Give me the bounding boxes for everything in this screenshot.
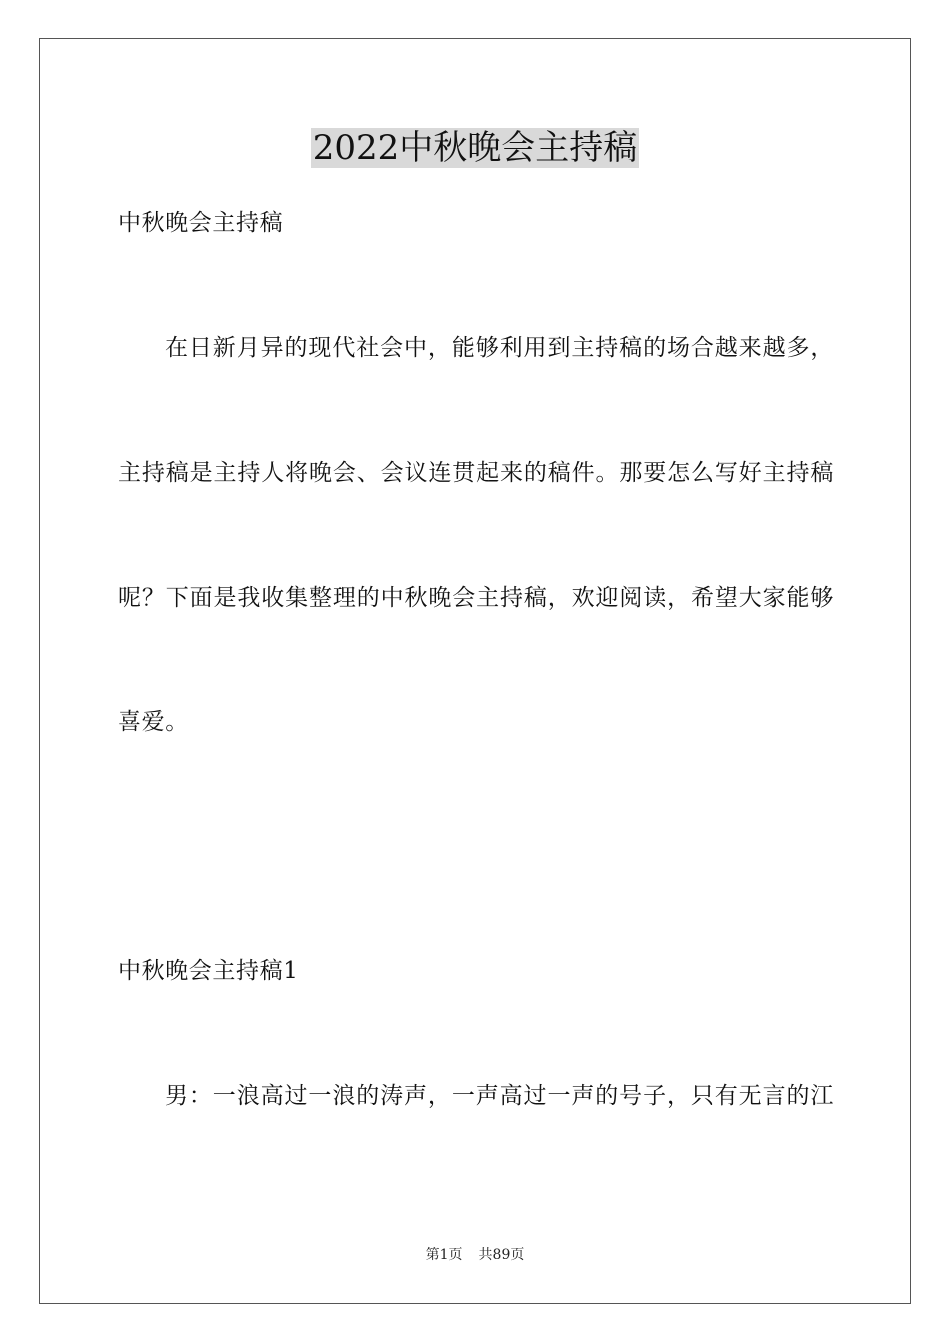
intro-line-1[interactable]: 在日新月异的现代社会中，能够利用到主持稿的场合越来越多， (165, 335, 834, 361)
intro-line-2[interactable]: 主持稿是主持人将晚会、会议连贯起来的稿件。那要怎么写好主持稿 (118, 460, 834, 486)
page-footer (0, 1246, 950, 1264)
page-number: 第1页 (425, 1247, 463, 1263)
document-title[interactable]: 2022中秋晚会主持稿 (312, 128, 638, 168)
section-heading[interactable]: 中秋晚会主持稿1 (118, 958, 299, 984)
intro-line-3[interactable]: 呢？下面是我收集整理的中秋晚会主持稿，欢迎阅读，希望大家能够 (118, 585, 834, 611)
title-container (0, 128, 950, 168)
section-body-line-1[interactable]: 男：一浪高过一浪的涛声，一声高过一声的号子，只有无言的江 (165, 1083, 834, 1109)
intro-line-4[interactable]: 喜爱。 (118, 709, 189, 735)
document-subtitle[interactable]: 中秋晚会主持稿 (118, 210, 284, 236)
page-total: 共89页 (478, 1247, 525, 1263)
